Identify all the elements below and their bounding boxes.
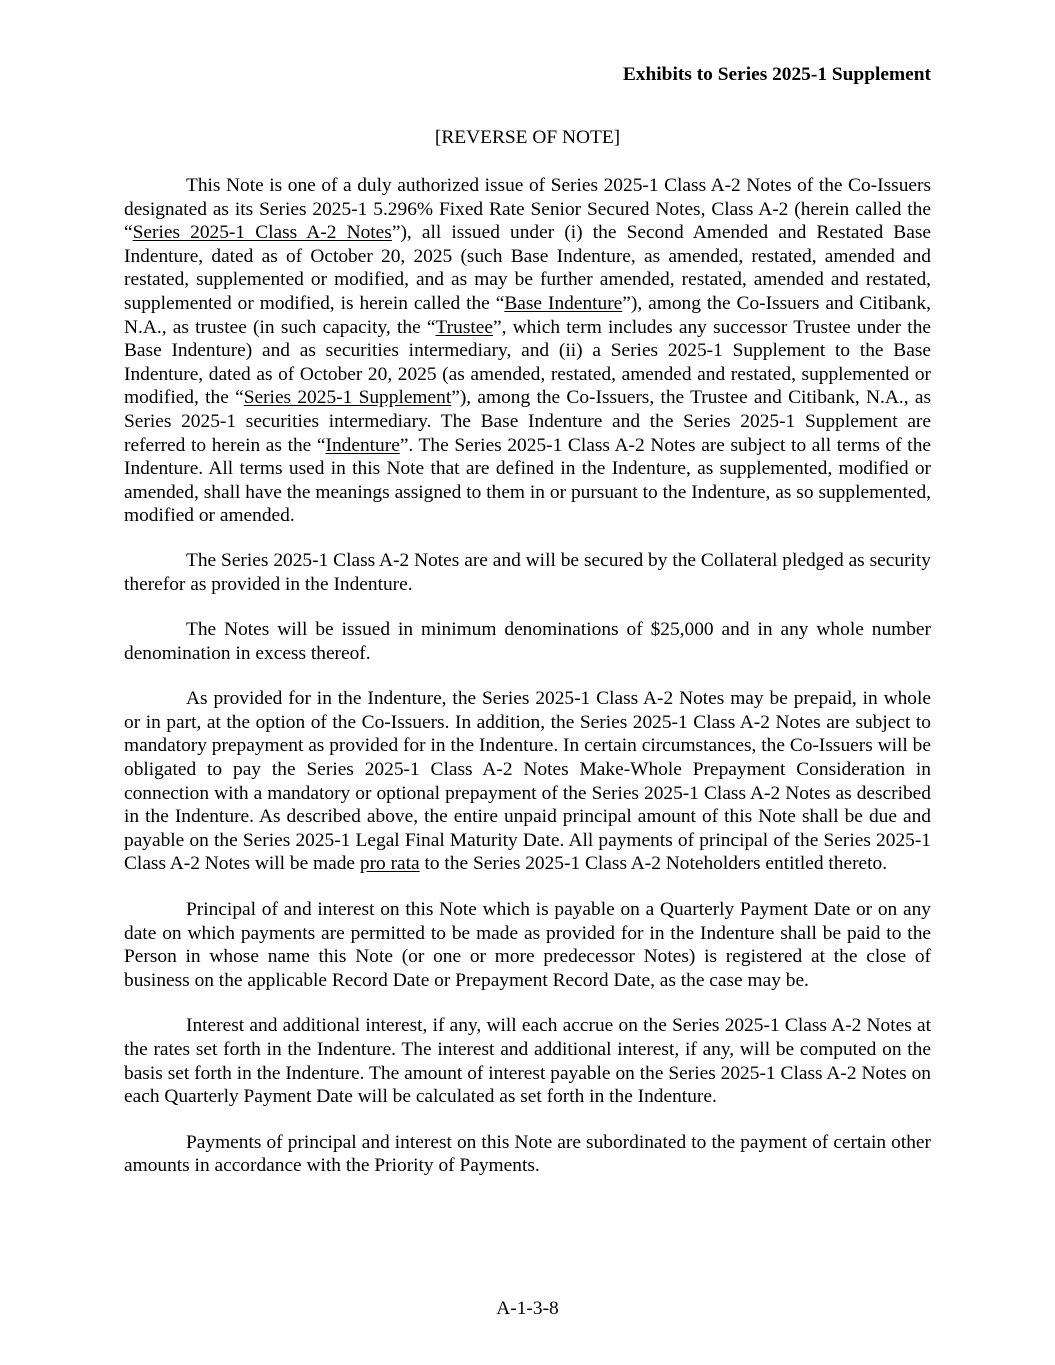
paragraph-note-description bbox=[124, 174, 931, 528]
page-header: Exhibits to Series 2025-1 Supplement bbox=[622, 64, 931, 85]
defined-term-indenture: Indenture bbox=[325, 434, 400, 456]
text-segment: This Note is one of a duly authorized issue of Series 2025-1 Class A-2 Notes of the Co-Issuers designated as its Series 2025-1 5.296% Fixed Rate Senior Secured Notes, Class A-2 (herein called the “ bbox=[124, 175, 931, 244]
document-title: [REVERSE OF NOTE] bbox=[434, 127, 621, 148]
text-segment: to the Series 2025-1 Class A-2 Noteholders entitled thereto. bbox=[419, 853, 888, 875]
text-segment: As provided for in the Indenture, the Series 2025-1 Class A-2 Notes may be prepaid, in whole or in part, at the option of the Co-Issuers. In addition, the Series 2025-1 Class A-2 Notes are subject to mandatory prepayment as provided for in the Indenture. In certain circumstances, the Co-Issuers will be obligated to pay the Series 2025-1 Class A-2 Notes Make-Whole Prepayment Consideration in connection with a mandatory or optional prepayment of the Series 2025-1 Class A-2 Notes as described in the Indenture. As described above, the entire unpaid principal amount of this Note shall be due and payable on the Series 2025-1 Legal Final Maturity Date. All payments of principal of the Series 2025-1 Class A-2 Notes will be made bbox=[124, 688, 931, 875]
defined-term-series-notes: Series 2025-1 Class A-2 Notes bbox=[132, 222, 392, 244]
defined-term-base-indenture: Base Indenture bbox=[504, 292, 623, 314]
paragraph-denominations: The Notes will be issued in minimum denominations of $25,000 and in any whole number denomination in excess thereof. bbox=[124, 619, 931, 664]
text-segment: ”), among the Co-Issuers and Citibank, N.A., as trustee (in such capacity, the “ bbox=[124, 292, 932, 338]
text-segment: ”), all issued under (i) the Second Amended and Restated Base Indenture, dated as of October 20, 2025 (such Base Indenture, as amended, restated, amended and restated, supplemented or modified, and as may be further amended, restated, amended and restated, supplemented or modified, is herein called the “ bbox=[124, 222, 931, 314]
text-segment: ”, which term includes any successor Trustee under the Base Indenture) and as securities intermediary, and (ii) a Series 2025-1 Supplement to the Base Indenture, dated as of October 20, 2025 (as amended, restated, amended and restated, supplemented or modified, the “ bbox=[124, 316, 931, 409]
paragraph-prepayment bbox=[124, 687, 931, 876]
defined-term-series-supplement: Series 2025-1 Supplement bbox=[243, 387, 452, 409]
text-segment: ”), among the Co-Issuers, the Trustee and Citibank, N.A., as Series 2025-1 securities intermediary. The Base Indenture and the Series 2025-1 Supplement are referred to herein as the “ bbox=[124, 387, 931, 456]
defined-term-trustee: Trustee bbox=[435, 316, 493, 338]
paragraph-subordination: Payments of principal and interest on this Note are subordinated to the payment of certain other amounts in accordance with the Priority of Payments. bbox=[124, 1131, 931, 1177]
paragraph-interest: Interest and additional interest, if any, will each accrue on the Series 2025-1 Class A-2 Notes at the rates set forth in the Indenture. The interest and additional interest, if any, will be computed on the basis set forth in the Indenture. The amount of interest payable on the Series 2025-1 Class A-2 Notes on each Quarterly Payment Date will be calculated as set forth in the Indenture. bbox=[124, 1015, 931, 1108]
text-segment: ”. The Series 2025-1 Class A-2 Notes are subject to all terms of the Indenture. All terms used in this Note that are defined in the Indenture, as supplemented, modified or amended, shall have the meanings assigned to them in or pursuant to the Indenture, as so supplemented, modified or amended. bbox=[124, 434, 931, 527]
page-number: A-1-3-8 bbox=[496, 1298, 559, 1319]
document-body bbox=[124, 174, 931, 1200]
term-pro-rata: pro rata bbox=[359, 853, 420, 875]
paragraph-payment-recipient: Principal of and interest on this Note which is payable on a Quarterly Payment Date or on any date on which payments are permitted to be made as provided for in the Indenture shall be paid to the Person in whose name this Note (or one or more predecessor Notes) is registered at the close of business on the applicable Record Date or Prepayment Record Date, as the case may be. bbox=[124, 899, 931, 991]
paragraph-collateral: The Series 2025-1 Class A-2 Notes are and will be secured by the Collateral pledged as security therefor as provided in the Indenture. bbox=[124, 549, 931, 595]
